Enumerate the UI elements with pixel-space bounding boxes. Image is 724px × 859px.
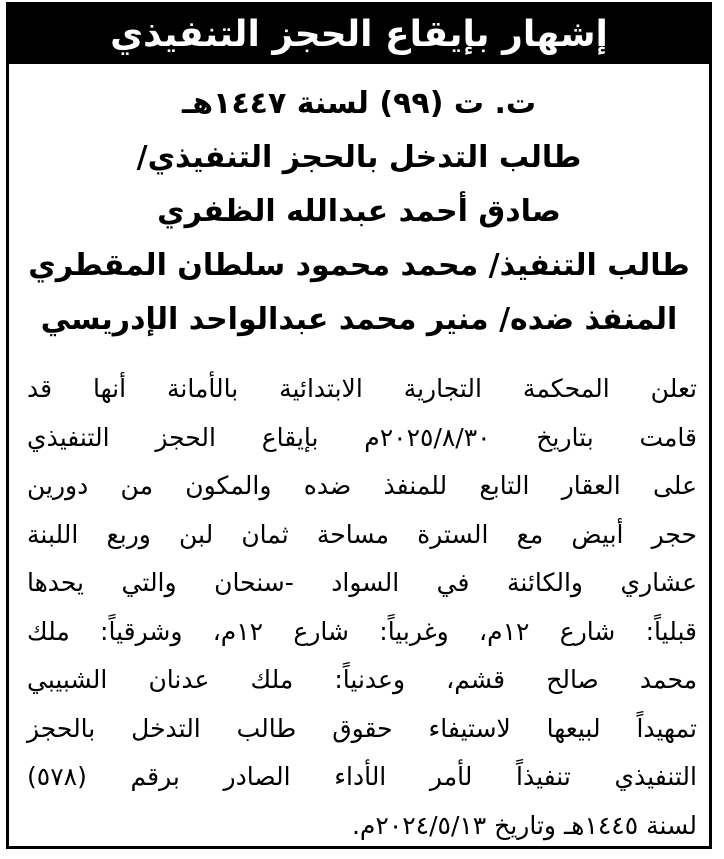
- body-line: قامت بتاريخ ٢٠٢٥/٨/٣٠م بإيقاع الحجز التنفيذي: [27, 422, 697, 452]
- body-line: تمهيداً لبيعها لاستيفاء حقوق طالب التدخل بالحجز: [27, 713, 697, 743]
- notice-body: [27, 365, 697, 850]
- body-line: تعلن المحكمة التجارية الابتدائية بالأمانة أنها قد: [27, 374, 697, 403]
- intervention-requester-name: صادق أحمد عبدالله الظفري: [157, 194, 561, 229]
- body-line: لسنة ١٤٤٥هـ وتاريخ ٢٠٢٤/٥/١٣م.: [351, 810, 697, 840]
- case-number: ت. ت (٩٩) لسنة ١٤٤٧هـ: [181, 86, 537, 121]
- intervention-requester-label: طالب التدخل بالحجز التنفيذي/: [136, 140, 582, 175]
- case-details: [9, 77, 709, 347]
- body-line: على العقار التابع للمنفذ ضده والمكون من دورين: [27, 471, 697, 500]
- legal-notice: [6, 2, 712, 849]
- execution-requester: طالب التنفيذ/ محمد محمود سلطان المقطري: [28, 248, 690, 283]
- notice-title: إشهار بإيقاع الحجز التنفيذي: [110, 14, 608, 55]
- body-line: التنفيذي تنفيذاً لأمر الأداء الصادر برقم (٥٧٨): [27, 762, 697, 791]
- executed-against: المنفذ ضده/ منير محمد عبدالواحد الإدريسي: [40, 302, 678, 337]
- body-line: عشاري والكائنة في السواد -سنحان والتي يحدها: [27, 568, 697, 597]
- notice-header: [9, 5, 709, 64]
- body-line: حجر أبيض مع السترة مساحة ثمان لبن وربع اللبنة: [27, 519, 697, 549]
- body-line: محمد صالح قشم، وعدنياً: ملك عدنان الشبيبي: [27, 665, 697, 694]
- body-line: قبلياً: شارع ١٢م، وغربياً: شارع ١٢م، وشرقياً: ملك: [27, 616, 697, 646]
